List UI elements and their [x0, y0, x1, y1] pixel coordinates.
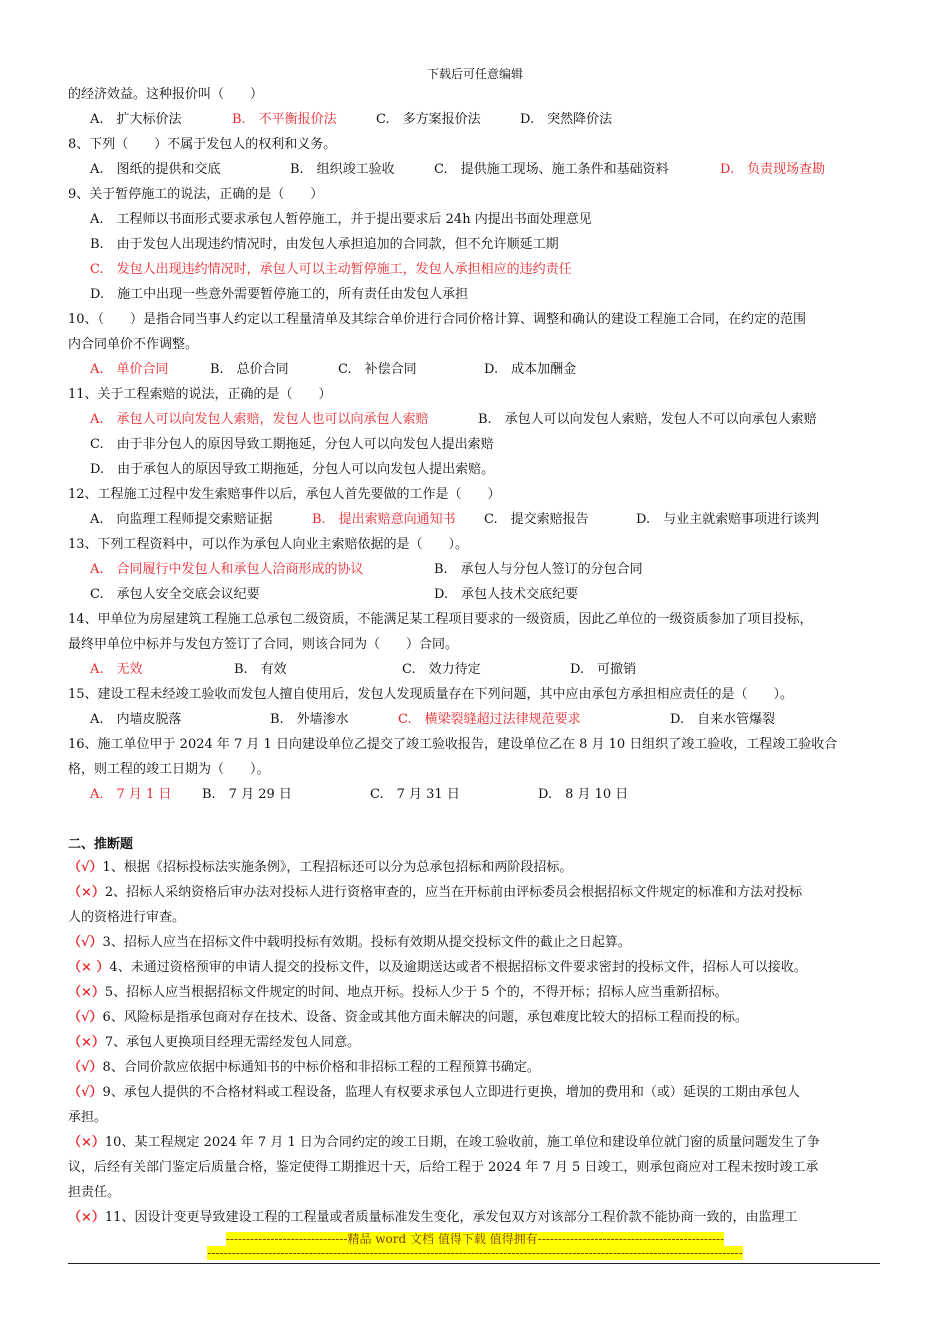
footer-banner-text: ------------------------------精品 word 文档 值得下载 值得拥有---------------------------------------------- [225, 1232, 725, 1246]
judge-mark: （√） [68, 860, 103, 875]
q15-option-d: D. 自来水管爆裂 [670, 712, 776, 727]
q12-option-c: C. 提交索赔报告 [484, 512, 589, 527]
judge-text: 9、承包人提供的不合格材料或工程设备，监理人有权要求承包人立即进行更换，增加的费用和（或）延误的工期由承包人 [102, 1085, 800, 1100]
q14-option-d: D. 可撤销 [570, 662, 637, 677]
footer-rule [68, 1263, 880, 1264]
q11-option-c: C. 由于非分包人的原因导致工期拖延，分包人可以向发包人提出索赔 [90, 437, 494, 452]
q7-stem: 的经济效益。这种报价叫（ ） [68, 87, 264, 102]
q15-option-a: A. 内墙皮脱落 [90, 712, 182, 727]
judge-item-2 [68, 885, 802, 901]
judge-text: 10、某工程规定 2024 年 7 月 1 日为合同约定的竣工日期，在竣工验收前，施工单位和建设单位就门窗的质量问题发生了争 [104, 1135, 820, 1150]
q7-option-a: A. 扩大标价法 [90, 112, 182, 127]
judge-item-10 [68, 1135, 820, 1151]
judge-item-10-cont: 议，后经有关部门鉴定后质量合格，鉴定使得工期推迟十天，后给工程于 2024 年 7 月 5 日竣工，则承包商应对工程未按时竣工承 [68, 1160, 819, 1175]
judge-item-4 [68, 960, 807, 976]
judge-mark: （√） [68, 1010, 103, 1025]
q13-stem: 13、下列工程资料中，可以作为承包人向业主索赔依据的是（ ）。 [68, 537, 469, 552]
q15-option-c: C. 横梁裂缝超过法律规范要求 [398, 712, 581, 727]
q10-stem: 10、（ ）是指合同当事人约定以工程量清单及其综合单价进行合同价格计算、调整和确认的建设工程施工合同，在约定的范围 [68, 312, 807, 327]
q13-option-a: A. 合同履行中发包人和承包人洽商形成的协议 [90, 562, 364, 577]
q11-option-b: B. 承包人可以向发包人索赔，发包人不可以向承包人索赔 [478, 412, 817, 427]
q14-option-a: A. 无效 [90, 662, 143, 677]
q8-option-a: A. 图纸的提供和交底 [90, 162, 221, 177]
q10-stem-cont: 内合同单价不作调整。 [68, 337, 199, 352]
page-header: 下载后可任意编辑 [426, 67, 523, 81]
q11-option-d: D. 由于承包人的原因导致工期拖延，分包人可以向发包人提出索赔。 [90, 462, 495, 477]
judge-text: 11、因设计变更导致建设工程的工程量或者质量标准发生变化，承发包双方对该部分工程价款不能协商一致的，由监理工 [104, 1210, 798, 1225]
footer-banner [0, 1230, 950, 1247]
q16-option-d: D. 8 月 10 日 [538, 787, 629, 802]
judge-item-6 [68, 1010, 748, 1026]
q10-option-c: C. 补偿合同 [338, 362, 417, 377]
q15-option-b: B. 外墙渗水 [270, 712, 349, 727]
q8-option-c: C. 提供施工现场、施工条件和基础资料 [434, 162, 669, 177]
judge-text: 4、未通过资格预审的申请人提交的投标文件，以及逾期送达或者不根据招标文件要求密封的投标文件，招标人可以接收。 [109, 960, 807, 975]
q16-option-c: C. 7 月 31 日 [370, 787, 460, 802]
q8-stem: 8、下列（ ）不属于发包人的权利和义务。 [68, 137, 337, 152]
q11-option-a: A. 承包人可以向发包人索赔，发包人也可以向承包人索赔 [90, 412, 429, 427]
judge-item-8 [68, 1060, 540, 1076]
section-title: 二、推断题 [68, 837, 134, 852]
q7-option-c: C. 多方案报价法 [376, 112, 481, 127]
q13-option-c: C. 承包人安全交底会议纪要 [90, 587, 260, 602]
q16-option-b: B. 7 月 29 日 [202, 787, 292, 802]
judge-mark: （× ） [68, 960, 110, 975]
q13-option-d: D. 承包人技术交底纪要 [434, 587, 579, 602]
q14-stem-cont: 最终甲单位中标并与发包方签订了合同，则该合同为（ ）合同。 [68, 637, 459, 652]
q12-option-b: B. 提出索赔意向通知书 [312, 512, 456, 527]
q16-stem: 16、施工单位甲于 2024 年 7 月 1 日向建设单位乙提交了竣工验收报告，建设单位乙在 8 月 10 日组织了竣工验收，工程竣工验收合 [68, 737, 838, 752]
judge-item-7 [68, 1035, 360, 1051]
q14-option-b: B. 有效 [234, 662, 287, 677]
q9-option-c: C. 发包人出现违约情况时，承包人可以主动暂停施工，发包人承担相应的违约责任 [90, 262, 572, 277]
footer-dashes [0, 1246, 950, 1260]
judge-item-9 [68, 1085, 800, 1101]
q13-option-b: B. 承包人与分包人签订的分包合同 [434, 562, 643, 577]
q12-stem: 12、工程施工过程中发生索赔事件以后，承包人首先要做的工作是（ ） [68, 487, 501, 502]
q15-stem: 15、建设工程未经竣工验收而发包人擅自使用后，发包人发现质量存在下列问题，其中应由承包方承担相应责任的是（ ）。 [68, 687, 794, 702]
q14-option-c: C. 效力待定 [402, 662, 481, 677]
q9-option-a: A. 工程师以书面形式要求承包人暂停施工，并于提出要求后 24h 内提出书面处理意见 [90, 212, 592, 227]
q14-stem: 14、甲单位为房屋建筑工程施工总承包二级资质，不能满足某工程项目要求的一级资质，因此乙单位的一级资质参加了项目投标， [68, 612, 813, 627]
q10-option-d: D. 成本加酬金 [484, 362, 577, 377]
judge-text: 3、招标人应当在招标文件中载明投标有效期。投标有效期从提交投标文件的截止之日起算。 [102, 935, 631, 950]
q8-option-d: D. 负责现场查勘 [720, 162, 826, 177]
judge-item-3 [68, 935, 631, 951]
q16-option-a: A. 7 月 1 日 [90, 787, 172, 802]
q10-option-b: B. 总价合同 [210, 362, 289, 377]
judge-text: 6、风险标是指承包商对存在技术、设备、资金或其他方面未解决的问题，承包难度比较大的招标工程而投的标。 [102, 1010, 748, 1025]
q16-stem-cont: 格，则工程的竣工日期为（ ）。 [68, 762, 270, 777]
judge-text: 5、招标人应当根据招标文件规定的时间、地点开标。投标人少于 5 个的，不得开标；招标人应当重新招标。 [104, 985, 728, 1000]
judge-mark: （×） [68, 885, 105, 900]
judge-mark: （√） [68, 1060, 103, 1075]
judge-mark: （×） [68, 985, 105, 1000]
q11-stem: 11、关于工程索赔的说法，正确的是（ ） [68, 387, 332, 402]
judge-text: 7、承包人更换项目经理无需经发包人同意。 [104, 1035, 361, 1050]
judge-mark: （×） [68, 1210, 105, 1225]
judge-item-5 [68, 985, 728, 1001]
judge-item-9-cont: 承担。 [68, 1110, 108, 1125]
judge-text: 2、招标人采纳资格后审办法对投标人进行资格审查的，应当在开标前由评标委员会根据招标文件规定的标准和方法对投标 [104, 885, 803, 900]
judge-mark: （√） [68, 1085, 103, 1100]
judge-mark: （√） [68, 935, 103, 950]
q12-option-a: A. 向监理工程师提交索赔证据 [90, 512, 273, 527]
judge-mark: （×） [68, 1135, 105, 1150]
q9-option-b: B. 由于发包人出现违约情况时，由发包人承担追加的合同款，但不允许顺延工期 [90, 237, 559, 252]
q7-option-d: D. 突然降价法 [520, 112, 613, 127]
judge-item-10-cont2: 担责任。 [68, 1185, 121, 1200]
footer-dashes-text: ------------------------------------------------------------------------------------------------------------------------------------ [207, 1246, 743, 1260]
judge-item-2-cont: 人的资格进行审查。 [68, 910, 186, 925]
judge-text: 8、合同价款应依据中标通知书的中标价格和非招标工程的工程预算书确定。 [102, 1060, 540, 1075]
q10-option-a: A. 单价合同 [90, 362, 169, 377]
judge-text: 1、根据《招标投标法实施条例》，工程招标还可以分为总承包招标和两阶段招标。 [102, 860, 573, 875]
q9-stem: 9、关于暂停施工的说法，正确的是（ ） [68, 187, 324, 202]
judge-item-1 [68, 860, 572, 876]
judge-item-11 [68, 1210, 797, 1226]
q7-option-b: B. 不平衡报价法 [232, 112, 337, 127]
judge-mark: （×） [68, 1035, 105, 1050]
q8-option-b: B. 组织竣工验收 [290, 162, 395, 177]
q9-option-d: D. 施工中出现一些意外需要暂停施工的，所有责任由发包人承担 [90, 287, 469, 302]
q12-option-d: D. 与业主就索赔事项进行谈判 [636, 512, 820, 527]
